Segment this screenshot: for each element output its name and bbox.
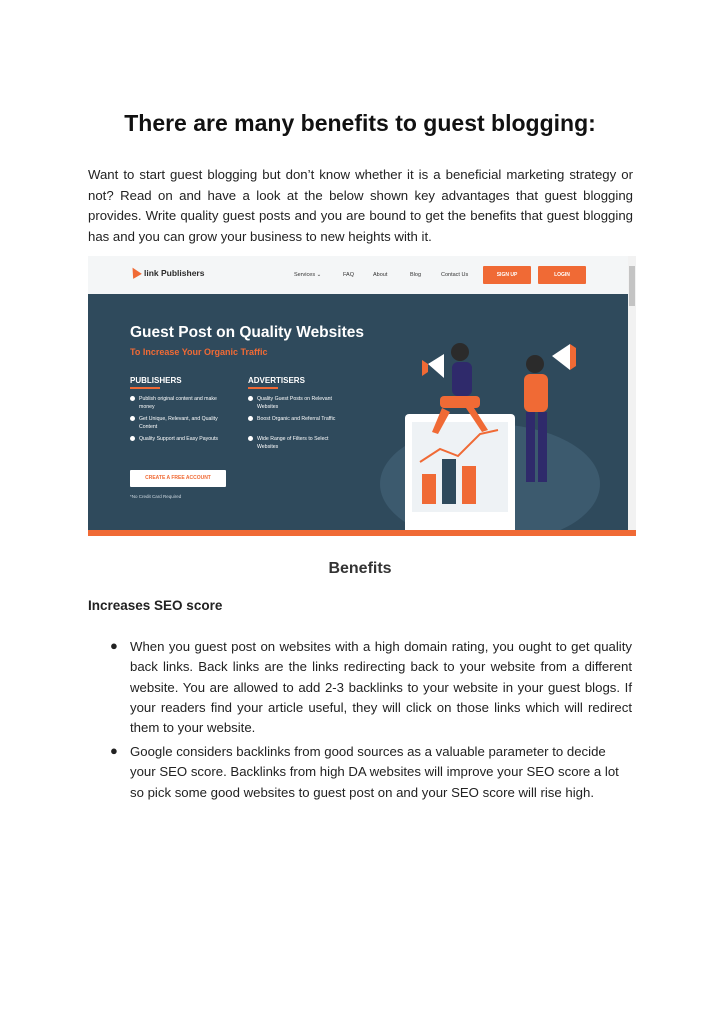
bullet-item: When you guest post on websites with a high domain rating, you ought to get quality back links. Back links are the links redirecting back to your website from a different website. You are allowed to add 2-3 backlinks to your website in your guest blogs. If your readers find your article useful, they will click on those links which will redirect them to your website. [130, 639, 632, 736]
check-icon [248, 396, 253, 401]
nav-link-contact: Contact Us [441, 272, 469, 278]
hero-subtitle: To Increase Your Organic Traffic [130, 347, 268, 357]
publishers-underline [130, 387, 160, 389]
screenshot-scrollbar-thumb [629, 266, 635, 306]
people-with-megaphones-illustration [370, 334, 620, 536]
check-icon [130, 396, 135, 401]
no-credit-card-note: *No Credit Card Required [130, 494, 182, 499]
advertisers-heading: ADVERTISERS [248, 376, 305, 385]
site-bottom-accent-bar [88, 530, 636, 536]
check-icon [248, 416, 253, 421]
site-logo [130, 267, 204, 278]
nav-link-services: Services ⌄ [294, 272, 322, 278]
document-title: There are many benefits to guest blogging: [124, 110, 596, 136]
intro-paragraph: Want to start guest blogging but don’t know whether it is a beneficial marketing strategy or not? Read on and have a look at the below shown key advantages that guest blogging provides. Write quality guest posts and you are bound to get the benefits that guest blogging has and you can grow your business to new heights with it. [88, 167, 633, 244]
check-icon [130, 416, 135, 421]
bullet-dot: ● [110, 638, 118, 653]
seo-score-heading: Increases SEO score [88, 598, 223, 613]
benefits-heading: Benefits [328, 560, 392, 577]
publisher-point: Quality Support and Easy Payouts [130, 436, 222, 444]
nav-link-faq: FAQ [343, 272, 355, 278]
signup-button: SIGN UP [483, 266, 531, 284]
create-account-button: CREATE A FREE ACCOUNT [130, 470, 226, 487]
advertiser-point: Quality Guest Posts on Relevant Websites [248, 396, 340, 411]
site-hero [88, 294, 628, 530]
advertiser-point: Wide Range of Filters to Select Websites [248, 436, 340, 451]
paper-plane-icon [128, 265, 142, 279]
publisher-point: Get Unique, Relevant, and Quality Content [130, 416, 222, 431]
embedded-website-screenshot [88, 256, 636, 536]
nav-link-blog: Blog [410, 272, 422, 278]
publishers-heading: PUBLISHERS [130, 376, 182, 385]
publisher-point: Publish original content and make money [130, 396, 222, 411]
advertiser-point: Boost Organic and Referral Traffic [248, 416, 340, 424]
logo-text: link Publishers [144, 268, 205, 278]
bullet-item: Google considers backlinks from good sources as a valuable parameter to decide your SEO score. Backlinks from high DA websites will improve your SEO score a lot so pick some good websites to guest post on and your SEO score will rise high. [130, 744, 619, 800]
check-icon [130, 436, 135, 441]
advertisers-underline [248, 387, 278, 389]
bullet-dot: ● [110, 743, 118, 758]
site-navbar [88, 256, 628, 294]
hero-title: Guest Post on Quality Websites [130, 324, 364, 341]
check-icon [248, 436, 253, 441]
nav-link-about: About [373, 272, 388, 278]
login-button: LOGIN [538, 266, 586, 284]
